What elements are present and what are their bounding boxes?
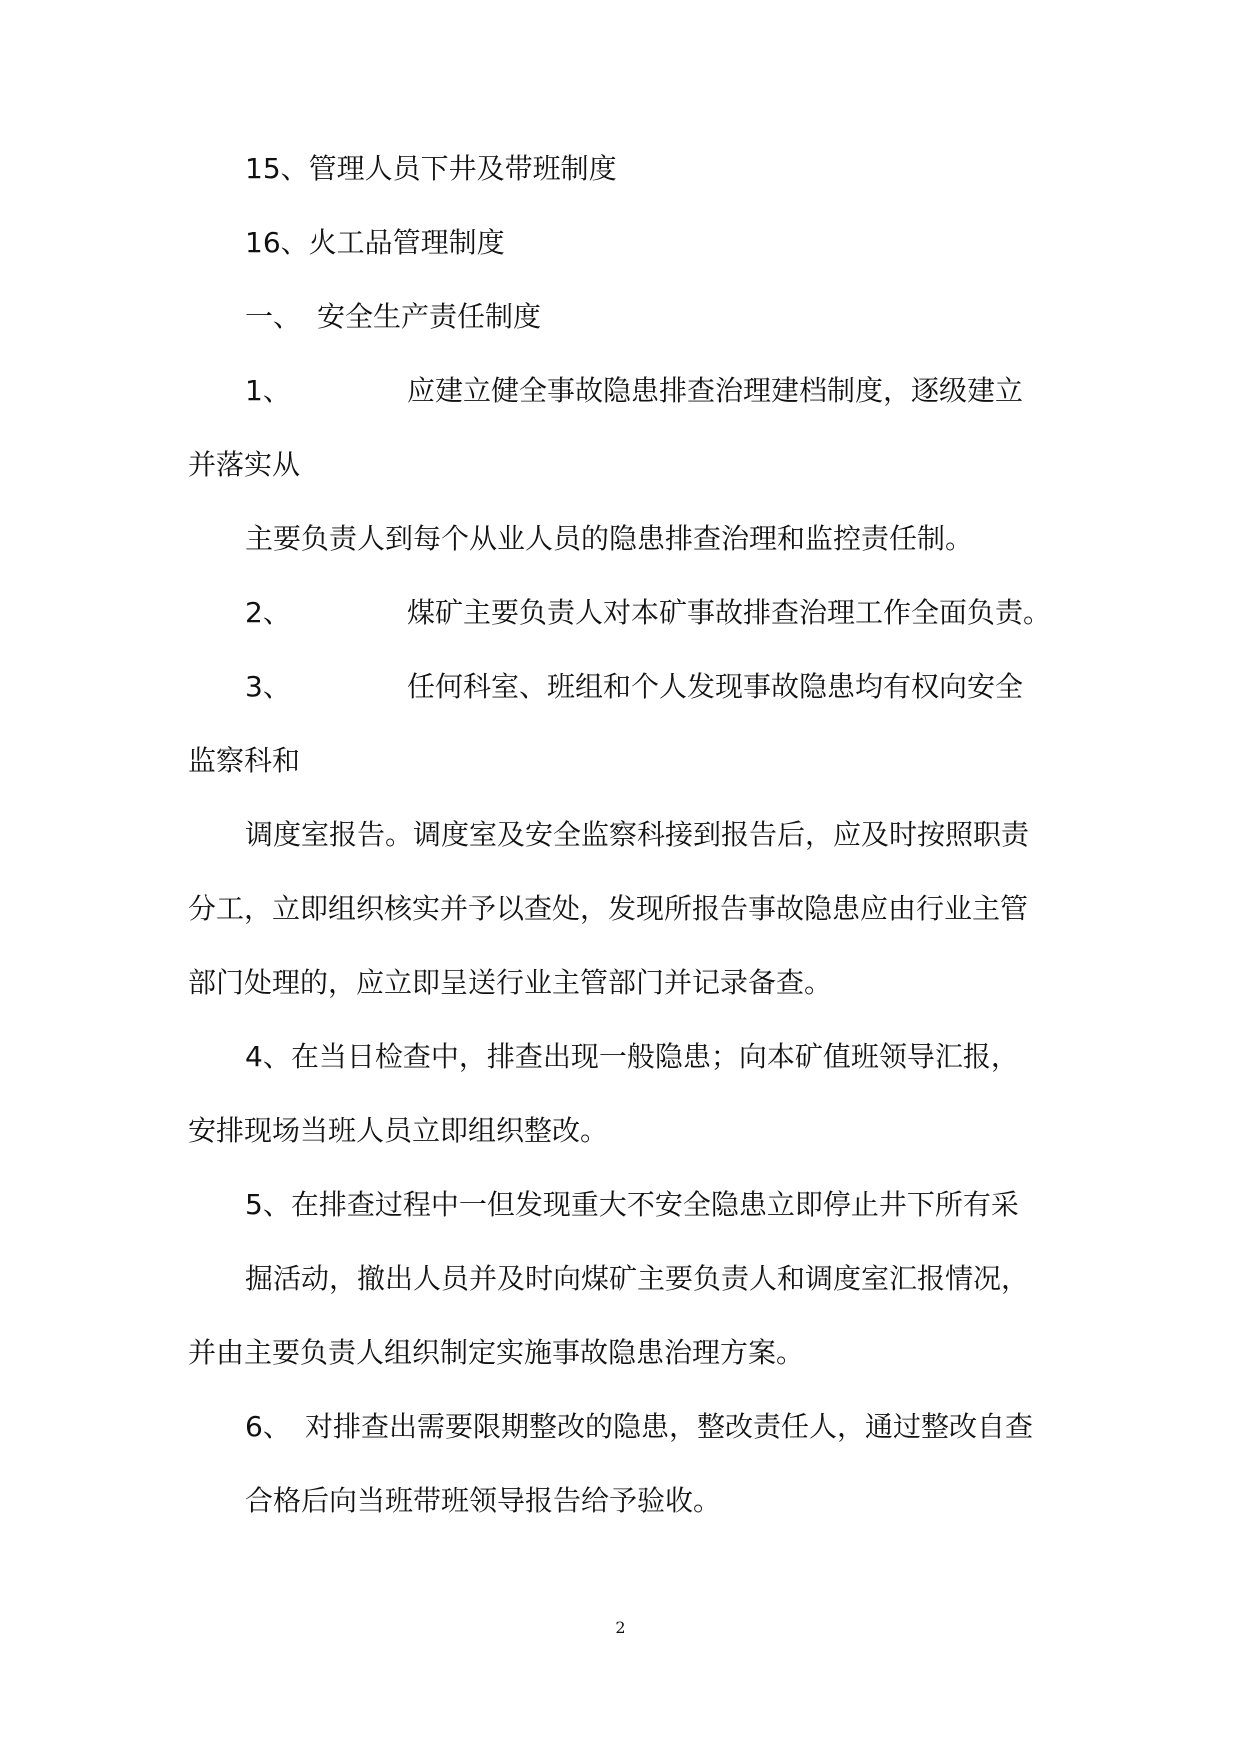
section-heading: [245, 300, 542, 334]
paragraph-line: 合格后向当班带班领导报告给予验收。: [245, 1484, 722, 1517]
item-text: 在排查过程中一但发现重大不安全隐患立即停止井下所有采: [290, 1188, 1019, 1221]
paragraph-line: 调度室报告。调度室及安全监察科接到报告后，应及时按照职责: [245, 818, 1030, 851]
paragraph-line: 并落实从: [188, 448, 301, 481]
item-number: 3、: [245, 670, 291, 703]
paragraph-line: 监察科和: [188, 744, 301, 777]
item-number: 4、: [245, 1040, 291, 1073]
list-item: [245, 1188, 1019, 1222]
item-number: 15、: [245, 152, 309, 185]
item-text: 管理人员下井及带班制度: [308, 152, 617, 185]
section-title: 安全生产责任制度: [317, 300, 542, 333]
paragraph-line: 分工，立即组织核实并予以查处，发现所报告事故隐患应由行业主管: [188, 892, 1029, 925]
item-number: 1、: [245, 374, 291, 407]
section-number: 一、: [245, 300, 302, 333]
item-number: 5、: [245, 1188, 291, 1221]
item-number: 16、: [245, 226, 309, 259]
item-text: 应建立健全事故隐患排查治理建档制度，逐级建立: [407, 374, 1024, 407]
list-item: [245, 670, 1045, 704]
list-item: [245, 226, 505, 260]
item-text: 火工品管理制度: [308, 226, 505, 259]
page-number: 2: [615, 1618, 626, 1637]
list-item: [245, 596, 1065, 630]
list-item: [245, 374, 1045, 408]
item-text: 对排查出需要限期整改的隐患，整改责任人，通过整改自查: [305, 1410, 1034, 1443]
item-text: 任何科室、班组和个人发现事故隐患均有权向安全: [407, 670, 1024, 703]
item-number: 6、: [245, 1410, 291, 1443]
item-text: 在当日检查中，排查出现一般隐患；向本矿值班领导汇报，: [290, 1040, 1019, 1073]
paragraph-line: 部门处理的，应立即呈送行业主管部门并记录备查。: [188, 966, 833, 999]
list-item: [245, 152, 617, 186]
list-item: [245, 1410, 1045, 1444]
list-item: [245, 1040, 1019, 1074]
paragraph-line: 安排现场当班人员立即组织整改。: [188, 1114, 609, 1147]
paragraph-line: 并由主要负责人组织制定实施事故隐患治理方案。: [188, 1336, 805, 1369]
item-text: 煤矿主要负责人对本矿事故排查治理工作全面负责。: [407, 596, 1052, 629]
item-number: 2、: [245, 596, 291, 629]
paragraph-line: 主要负责人到每个从业人员的隐患排查治理和监控责任制。: [245, 522, 974, 555]
paragraph-line: 掘活动，撤出人员并及时向煤矿主要负责人和调度室汇报情况，: [245, 1262, 1030, 1295]
